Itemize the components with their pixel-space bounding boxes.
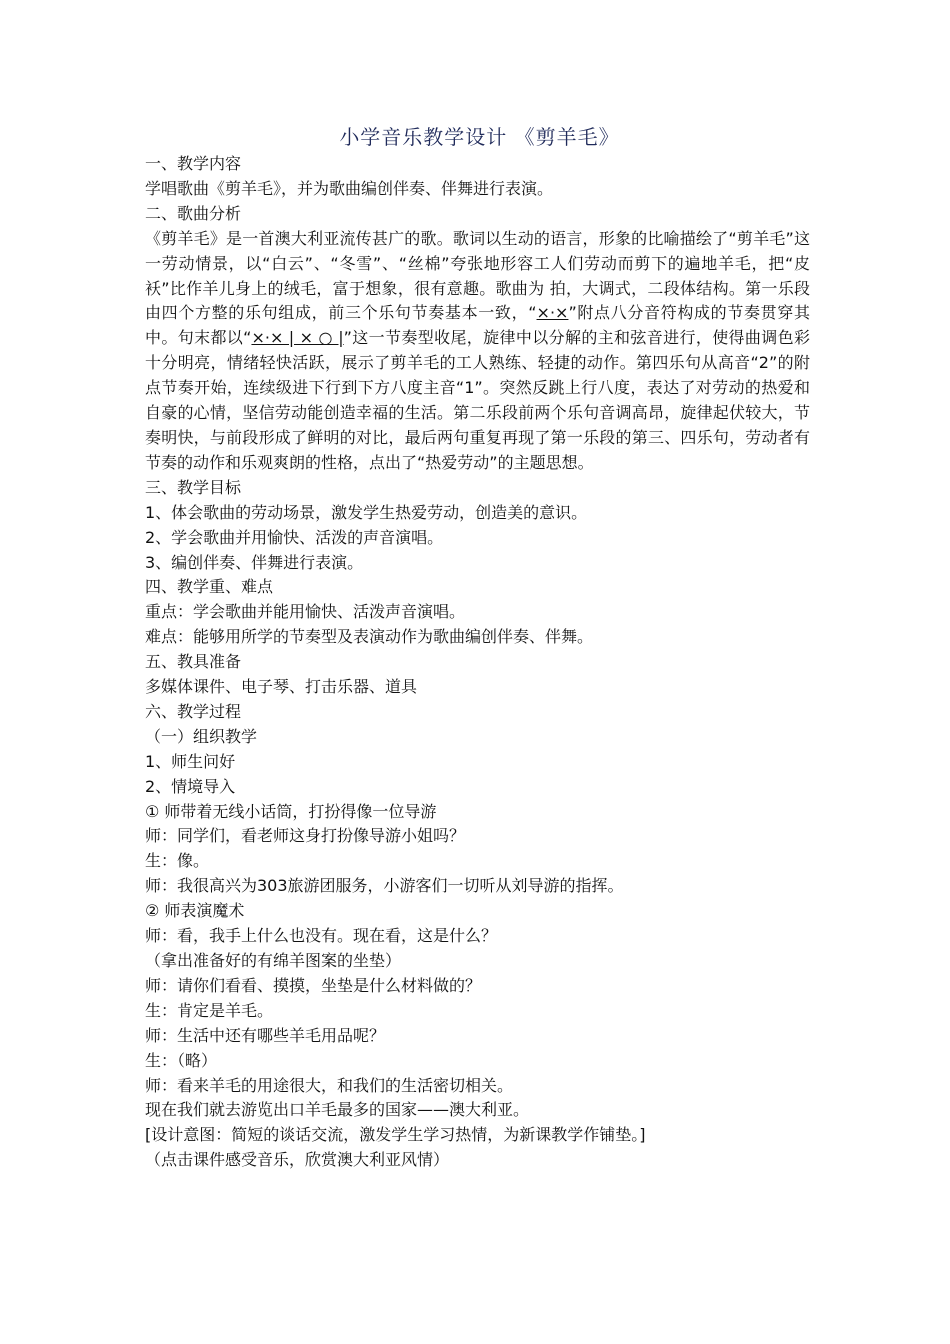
stage-direction: （点击课件感受音乐，欣赏澳大利亚风情） xyxy=(145,1150,450,1170)
dialogue-line: 师：看来羊毛的用途很大，和我们的生活密切相关。 xyxy=(145,1075,514,1095)
analysis-text-3: ”这一节奏型收尾，旋律中以分解的主和弦音进行，使得曲调色彩十分明亮，情绪轻快活跃，展示了剪羊毛的工人熟练、轻捷的动作。第四乐句从高音“2”的附点节奏开始，连续级进下行到下方八度主音“1”。突然反跳上行八度，表达了对劳动的热爱和自豪的心情，坚信劳动能创造幸福的生活。第二乐段前两个乐句音调高昂，旋律起伏较大，节奏明快，与前段形成了鲜明的对比，最后两句重复再现了第一乐段的第三、四乐句，劳动者有节奏的动作和乐观爽朗的性格，点出了“热爱劳动”的主题思想。 xyxy=(145,328,810,472)
dialogue-line: 师：看，我手上什么也没有。现在看，这是什么？ xyxy=(145,926,498,946)
subsection-heading: （一）组织教学 xyxy=(145,726,258,746)
dialogue-line: 生：（略） xyxy=(145,1050,218,1070)
section-heading-materials: 五、教具准备 xyxy=(145,652,242,672)
content-text: 学唱歌曲《剪羊毛》，并为歌曲编创伴奏、伴舞进行表演。 xyxy=(145,178,554,198)
goal-item-1: 1、体会歌曲的劳动场景，激发学生热爱劳动，创造美的意识。 xyxy=(145,502,588,522)
materials-text: 多媒体课件、电子琴、打击乐器、道具 xyxy=(145,677,418,697)
analysis-paragraph xyxy=(145,227,810,476)
goal-item-3: 3、编创伴奏、伴舞进行表演。 xyxy=(145,552,364,572)
process-step: 2、情境导入 xyxy=(145,776,236,796)
document-page xyxy=(145,122,810,1173)
process-step: ② 师表演魔术 xyxy=(145,901,245,921)
dialogue-line: 生：像。 xyxy=(145,851,210,871)
dialogue-line: 师：同学们，看老师这身打扮像导游小姐吗？ xyxy=(145,826,466,846)
section-heading-goals: 三、教学目标 xyxy=(145,477,242,497)
dialogue-line: 师：我很高兴为303旅游团服务，小游客们一切听从刘导游的指挥。 xyxy=(145,876,624,896)
process-step: ① 师带着无线小话筒，打扮得像一位导游 xyxy=(145,801,437,821)
analysis-text-1: 《剪羊毛》是一首澳大利亚流传甚广的歌。歌词以生动的语言，形象的比喻描绘了“剪羊毛”这一劳动情景，以“白云”、“冬雪”、“丝棉”夸张地形容工人们劳动而剪下的遍地羊毛，把“皮袄”比作羊儿身上的绒毛，富于想象，很有意趣。歌曲为 拍，大调式，二段体结构。第一乐段由四个方整的乐句组成，前三个乐句节奏基本一致，“ xyxy=(145,228,810,323)
key-point-text: 重点：学会歌曲并能用愉快、活泼声音演唱。 xyxy=(145,602,466,622)
document-title: 小学音乐教学设计 《剪羊毛》 xyxy=(339,125,620,149)
rhythm-pattern-2: ×·× | × ○ | xyxy=(251,328,344,348)
stage-direction: （拿出准备好的有绵羊图案的坐垫） xyxy=(145,951,402,970)
difficulty-text: 难点：能够用所学的节奏型及表演动作为歌曲编创伴奏、伴舞。 xyxy=(145,627,594,647)
section-heading-analysis: 二、歌曲分析 xyxy=(145,203,242,223)
dialogue-line: 生：肯定是羊毛。 xyxy=(145,1000,274,1020)
design-intent-note: [设计意图：简短的谈话交流，激发学生学习热情，为新课教学作铺垫。] xyxy=(145,1125,646,1145)
dialogue-line: 师：生活中还有哪些羊毛用品呢？ xyxy=(145,1025,386,1045)
section-heading-content: 一、教学内容 xyxy=(145,154,242,173)
analysis-text-2: ”附点八分音符构成的节奏贯穿其中。句末都以“ xyxy=(145,303,810,348)
section-heading-process: 六、教学过程 xyxy=(145,701,242,721)
narration-line: 现在我们就去游览出口羊毛最多的国家——澳大利亚。 xyxy=(145,1100,530,1120)
process-step: 1、师生问好 xyxy=(145,751,236,771)
goal-item-2: 2、学会歌曲并用愉快、活泼的声音演唱。 xyxy=(145,527,444,547)
rhythm-pattern-1: ×·× xyxy=(536,303,569,323)
section-heading-key-points: 四、教学重、难点 xyxy=(145,577,274,597)
dialogue-line: 师：请你们看看、摸摸，坐垫是什么材料做的？ xyxy=(145,975,482,995)
